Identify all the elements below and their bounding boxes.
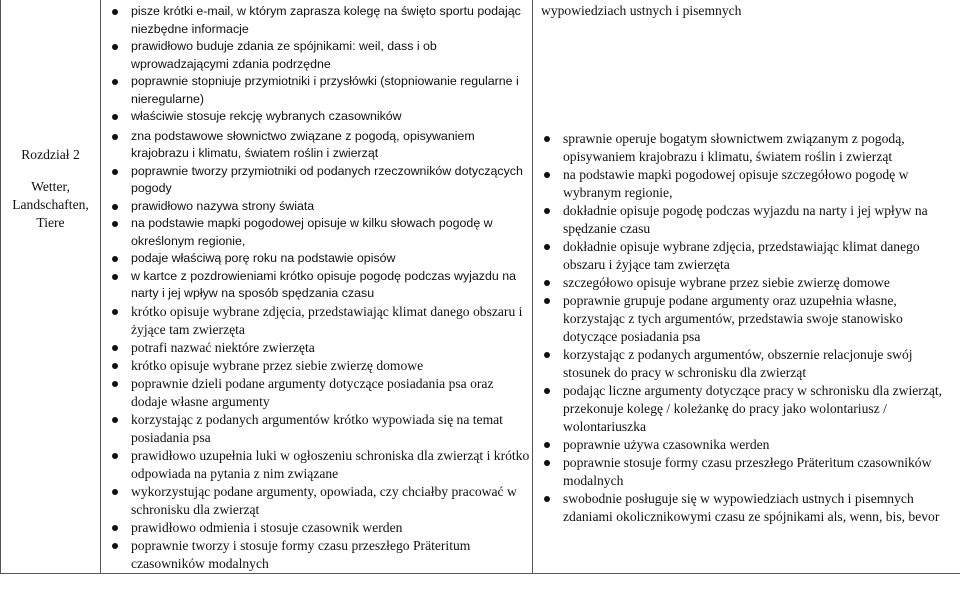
extended-requirements-list (533, 130, 960, 526)
list-item: poprawnie dzieli podane argumenty dotyczące posiadania psa oraz dodaje własne argumenty (101, 375, 532, 411)
list-item: krótko opisuje wybrane zdjęcia, przedstawiając klimat danego obszaru i żyjące tam zwierzęta (101, 303, 532, 339)
chapter-name-line2: Landschaften, (12, 197, 89, 212)
list-item: potrafi nazwać niektóre zwierzęta (101, 339, 532, 357)
list-item: na podstawie mapki pogodowej opisuje szczegółowo pogodę w wybranym regionie, (533, 166, 960, 202)
chapter-name-line3: Tiere (36, 215, 65, 230)
list-item: swobodnie posługuje się w wypowiedziach ustnych i pisemnych zdaniami okolicznikowymi czasu ze spójnikami als, wenn, bis, bevor (533, 490, 960, 526)
list-item: korzystając z podanych argumentów krótko wypowiada się na temat posiadania psa (101, 411, 532, 447)
chapter-cell (1, 0, 101, 573)
list-item: prawidłowo buduje zdania ze spójnikami: weil, dass i ob wprowadzającymi zdania podrzędne (101, 38, 532, 73)
list-item: podając liczne argumenty dotyczące pracy w schronisku dla zwierząt, przekonuje kolegę / koleżankę do pracy jako wolontariusz / wolontariuszka (533, 382, 960, 436)
list-item: poprawnie grupuje podane argumenty oraz uzupełnia własne, korzystając z tych argumentów, przedstawia swoje stanowisko dotyczące posiadania psa (533, 292, 960, 346)
chapter-name-line1: Wetter, (31, 179, 70, 194)
requirements-extended-cell (533, 0, 960, 573)
list-item: w kartce z pozdrowieniami krótko opisuje pogodę podczas wyjazdu na narty i jej wpływ na sposób spędzania czasu (101, 268, 532, 303)
list-item: dokładnie opisuje wybrane zdjęcia, przedstawiając klimat danego obszaru i żyjące tam zwierzęta (533, 238, 960, 274)
list-item: właściwie stosuje rekcję wybranych czasowników (101, 108, 532, 126)
requirements-list (101, 128, 532, 303)
list-item: na podstawie mapki pogodowej opisuje w kilku słowach pogodę w określonym regionie, (101, 215, 532, 250)
list-item: poprawnie stopniuje przymiotniki i przysłówki (stopniowanie regularne i nieregularne) (101, 73, 532, 108)
list-item: zna podstawowe słownictwo związane z pogodą, opisywaniem krajobrazu i klimatu, światem roślin i zwierząt (101, 128, 532, 163)
continued-text: wypowiedziach ustnych i pisemnych (541, 3, 742, 18)
chapter-title: Rozdział 2 (21, 147, 80, 162)
list-item: pisze krótki e-mail, w którym zaprasza kolegę na święto sportu podając niezbędne informacje (101, 3, 532, 38)
list-item: sprawnie operuje bogatym słownictwem związanym z pogodą, opisywaniem krajobrazu i klimatu, światem roślin i zwierząt (533, 130, 960, 166)
list-item: prawidłowo nazywa strony świata (101, 198, 532, 216)
list-item: szczegółowo opisuje wybrane przez siebie zwierzę domowe (533, 274, 960, 292)
list-item: prawidłowo uzupełnia luki w ogłoszeniu schroniska dla zwierząt i krótko odpowiada na pytania z nim związane (101, 447, 532, 483)
list-item: podaje właściwą porę roku na podstawie opisów (101, 250, 532, 268)
list-item: poprawnie używa czasownika werden (533, 436, 960, 454)
list-item: krótko opisuje wybrane przez siebie zwierzę domowe (101, 357, 532, 375)
list-item: dokładnie opisuje pogodę podczas wyjazdu na narty i jej wpływ na spędzanie czasu (533, 202, 960, 238)
list-item: poprawnie tworzy i stosuje formy czasu przeszłego Präteritum czasowników modalnych (101, 537, 532, 573)
requirements-top-list (101, 3, 532, 126)
list-item: wykorzystując podane argumenty, opowiada, czy chciałby pracować w schronisku dla zwierząt (101, 483, 532, 519)
list-item: poprawnie tworzy przymiotniki od podanych rzeczowników dotyczących pogody (101, 163, 532, 198)
list-item: prawidłowo odmienia i stosuje czasownik werden (101, 519, 532, 537)
requirements-list-serif (101, 303, 532, 573)
list-item: poprawnie stosuje formy czasu przeszłego Präteritum czasowników modalnych (533, 454, 960, 490)
requirements-basic-cell (101, 0, 533, 573)
list-item: korzystając z podanych argumentów, obszernie relacjonuje swój stosunek do pracy w schronisku dla zwierząt (533, 346, 960, 382)
